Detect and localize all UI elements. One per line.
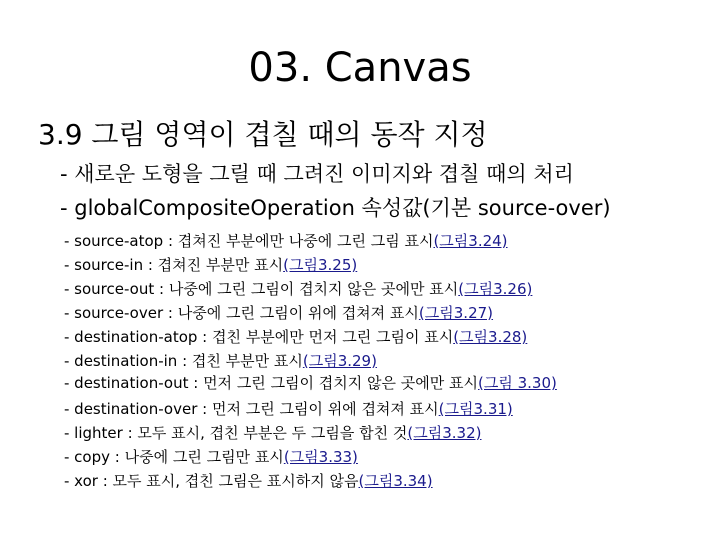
list-item-source-out <box>64 277 664 301</box>
section-heading: 3.9 그림 영역이 겹칠 때의 동작 지정 <box>38 118 488 151</box>
figure-reference: (그림3.29) <box>302 352 377 370</box>
item-text: - source-atop : 겹쳐진 부분에만 나중에 그린 그림 표시 <box>64 232 434 250</box>
item-text: - source-out : 나중에 그린 그림이 겹치지 않은 곳에만 표시 <box>64 280 459 298</box>
item-text: - destination-atop : 겹친 부분에만 먼저 그린 그림이 표시 <box>64 328 454 346</box>
list-item-source-in <box>64 253 664 277</box>
list-item-destination-in <box>64 349 664 373</box>
slide-title: 03. Canvas <box>248 45 472 91</box>
item-text: - destination-over : 먼저 그린 그림이 위에 겹쳐져 표시 <box>64 400 439 418</box>
list-item-destination-atop <box>64 325 664 349</box>
item-text: - destination-in : 겹친 부분만 표시 <box>64 352 303 370</box>
list-item-source-over <box>64 301 664 325</box>
figure-reference: (그림3.31) <box>438 400 513 418</box>
item-text: - xor : 모두 표시, 겹친 그림은 표시하지 않음 <box>64 472 359 490</box>
item-text: - copy : 나중에 그린 그림만 표시 <box>64 448 284 466</box>
composite-operation-list <box>64 229 664 493</box>
figure-reference: (그림3.27) <box>418 304 494 322</box>
list-item-copy <box>64 445 664 469</box>
subpoint-2: - globalCompositeOperation 속성값(기본 source-over) <box>60 196 611 220</box>
figure-reference: (그림3.34) <box>358 472 433 490</box>
figure-reference: (그림3.28) <box>453 328 528 346</box>
item-text: - destination-out : 먼저 그린 그림이 겹치지 않은 곳에만 표시 <box>64 374 479 392</box>
subpoint-1: - 새로운 도형을 그릴 때 그려진 이미지와 겹칠 때의 처리 <box>60 162 574 186</box>
list-item-destination-out <box>64 373 664 393</box>
list-item-lighter <box>64 421 664 445</box>
figure-reference: (그림3.33) <box>283 448 358 466</box>
list-item-source-atop <box>64 229 664 253</box>
figure-reference: (그림 3.30) <box>478 374 557 392</box>
item-text: - source-over : 나중에 그린 그림이 위에 겹쳐져 표시 <box>64 304 419 322</box>
list-item-xor <box>64 469 664 493</box>
figure-reference: (그림3.32) <box>407 424 482 442</box>
figure-reference: (그림3.24) <box>433 232 508 250</box>
list-item-destination-over <box>64 397 664 421</box>
item-text: - lighter : 모두 표시, 겹친 부분은 두 그림을 합친 것 <box>64 424 408 442</box>
figure-reference: (그림3.25) <box>283 256 358 274</box>
figure-reference: (그림3.26) <box>458 280 533 298</box>
item-text: - source-in : 겹쳐진 부분만 표시 <box>64 256 284 274</box>
